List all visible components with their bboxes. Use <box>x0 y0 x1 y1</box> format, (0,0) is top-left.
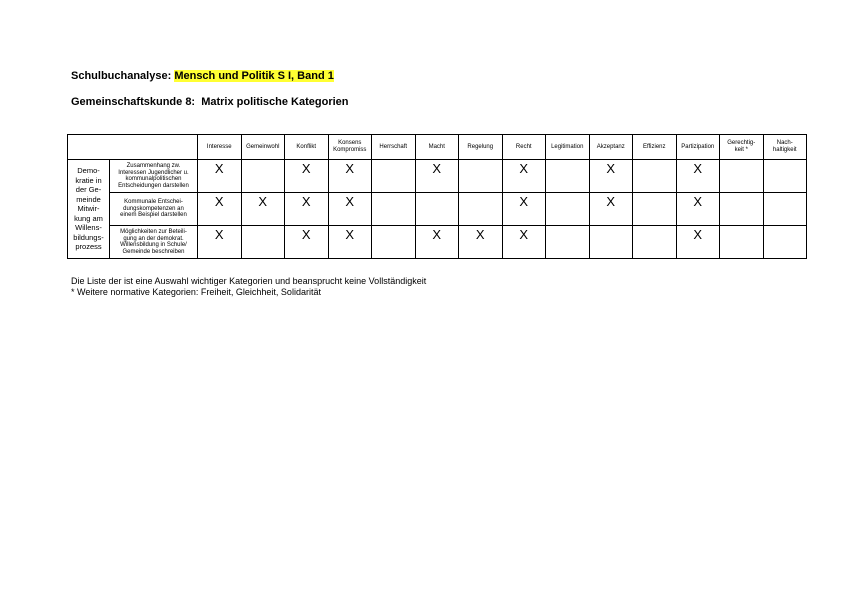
matrix-cell-marked: X <box>676 160 720 193</box>
matrix-cell-marked: X <box>415 226 459 259</box>
matrix-cell <box>589 226 633 259</box>
matrix-cell-marked: X <box>502 226 546 259</box>
title-prefix: Schulbuchanalyse: <box>71 70 175 82</box>
matrix-cell-marked: X <box>328 226 372 259</box>
matrix-cell <box>546 226 590 259</box>
matrix-row <box>68 226 807 259</box>
matrix-cell <box>546 160 590 193</box>
header-blank-cell <box>68 135 198 160</box>
matrix-cell <box>372 193 416 226</box>
column-header: Herrschaft <box>372 135 416 160</box>
matrix-cell <box>459 160 503 193</box>
matrix-cell <box>763 160 807 193</box>
matrix-cell <box>241 226 285 259</box>
matrix-cell <box>633 226 677 259</box>
matrix-cell <box>372 226 416 259</box>
matrix-cell <box>633 160 677 193</box>
column-header: Macht <box>415 135 459 160</box>
matrix-cell <box>546 193 590 226</box>
note-normative-categories: * Weitere normative Kategorien: Freiheit, Gleichheit, Solidarität <box>71 287 321 297</box>
matrix-cell-marked: X <box>285 226 329 259</box>
matrix-cell-marked: X <box>502 193 546 226</box>
matrix-cell-marked: X <box>328 160 372 193</box>
column-header: Konflikt <box>285 135 329 160</box>
column-header: Konsens Kompromiss <box>328 135 372 160</box>
matrix-cell <box>763 226 807 259</box>
page-title <box>71 70 334 82</box>
matrix-cell-marked: X <box>241 193 285 226</box>
matrix-cell <box>241 160 285 193</box>
matrix-cell <box>633 193 677 226</box>
column-header: Gerechtig- keit * <box>720 135 764 160</box>
column-header: Akzeptanz <box>589 135 633 160</box>
matrix-cell-marked: X <box>502 160 546 193</box>
book-title-highlight: Mensch und Politik S I, Band 1 <box>174 70 334 82</box>
matrix-cell-marked: X <box>415 160 459 193</box>
matrix-cell <box>720 226 764 259</box>
matrix-cell <box>459 193 503 226</box>
matrix-cell-marked: X <box>328 193 372 226</box>
matrix-cell <box>372 160 416 193</box>
matrix-cell-marked: X <box>459 226 503 259</box>
column-header: Recht <box>502 135 546 160</box>
row-label: Kommunale Entschei- dungskompetenzen an einem Beispiel darstellen <box>110 193 198 226</box>
matrix-cell <box>720 160 764 193</box>
category-matrix <box>67 134 807 259</box>
matrix-cell-marked: X <box>285 160 329 193</box>
column-header: Nach- haltigkeit <box>763 135 807 160</box>
column-header: Effizienz <box>633 135 677 160</box>
matrix-cell-marked: X <box>198 160 242 193</box>
row-label: Möglichkeiten zur Beteili- gung an der demokrat. Willensbildung in Schule/ Gemeinde beschreiben <box>110 226 198 259</box>
notes <box>71 276 426 298</box>
matrix-cell-marked: X <box>589 160 633 193</box>
column-header: Gemeinwohl <box>241 135 285 160</box>
column-header: Partizipation <box>676 135 720 160</box>
matrix-cell-marked: X <box>676 193 720 226</box>
group-label: Demo- kratie in der Ge- meinde Mitwir- kung am Willens- bildungs- prozess <box>68 160 110 259</box>
matrix-row <box>68 193 807 226</box>
note-selection: Die Liste der ist eine Auswahl wichtiger Kategorien und beansprucht keine Vollständigkeit <box>71 276 427 286</box>
matrix-cell <box>763 193 807 226</box>
matrix-subtitle: Gemeinschaftskunde 8: Matrix politische Kategorien <box>71 96 349 108</box>
matrix-cell-marked: X <box>589 193 633 226</box>
row-label: Zusammenhang zw. Interessen Jugendlicher u. kommunalpolitischen Entscheidungen darstellen <box>110 160 198 193</box>
matrix-cell <box>415 193 459 226</box>
matrix-row <box>68 160 807 193</box>
column-header: Regelung <box>459 135 503 160</box>
matrix-header-row <box>68 135 807 160</box>
matrix-cell-marked: X <box>198 226 242 259</box>
column-header: Interesse <box>198 135 242 160</box>
matrix-cell <box>720 193 764 226</box>
matrix-cell-marked: X <box>676 226 720 259</box>
matrix-cell-marked: X <box>198 193 242 226</box>
matrix-cell-marked: X <box>285 193 329 226</box>
column-header: Legitimation <box>546 135 590 160</box>
